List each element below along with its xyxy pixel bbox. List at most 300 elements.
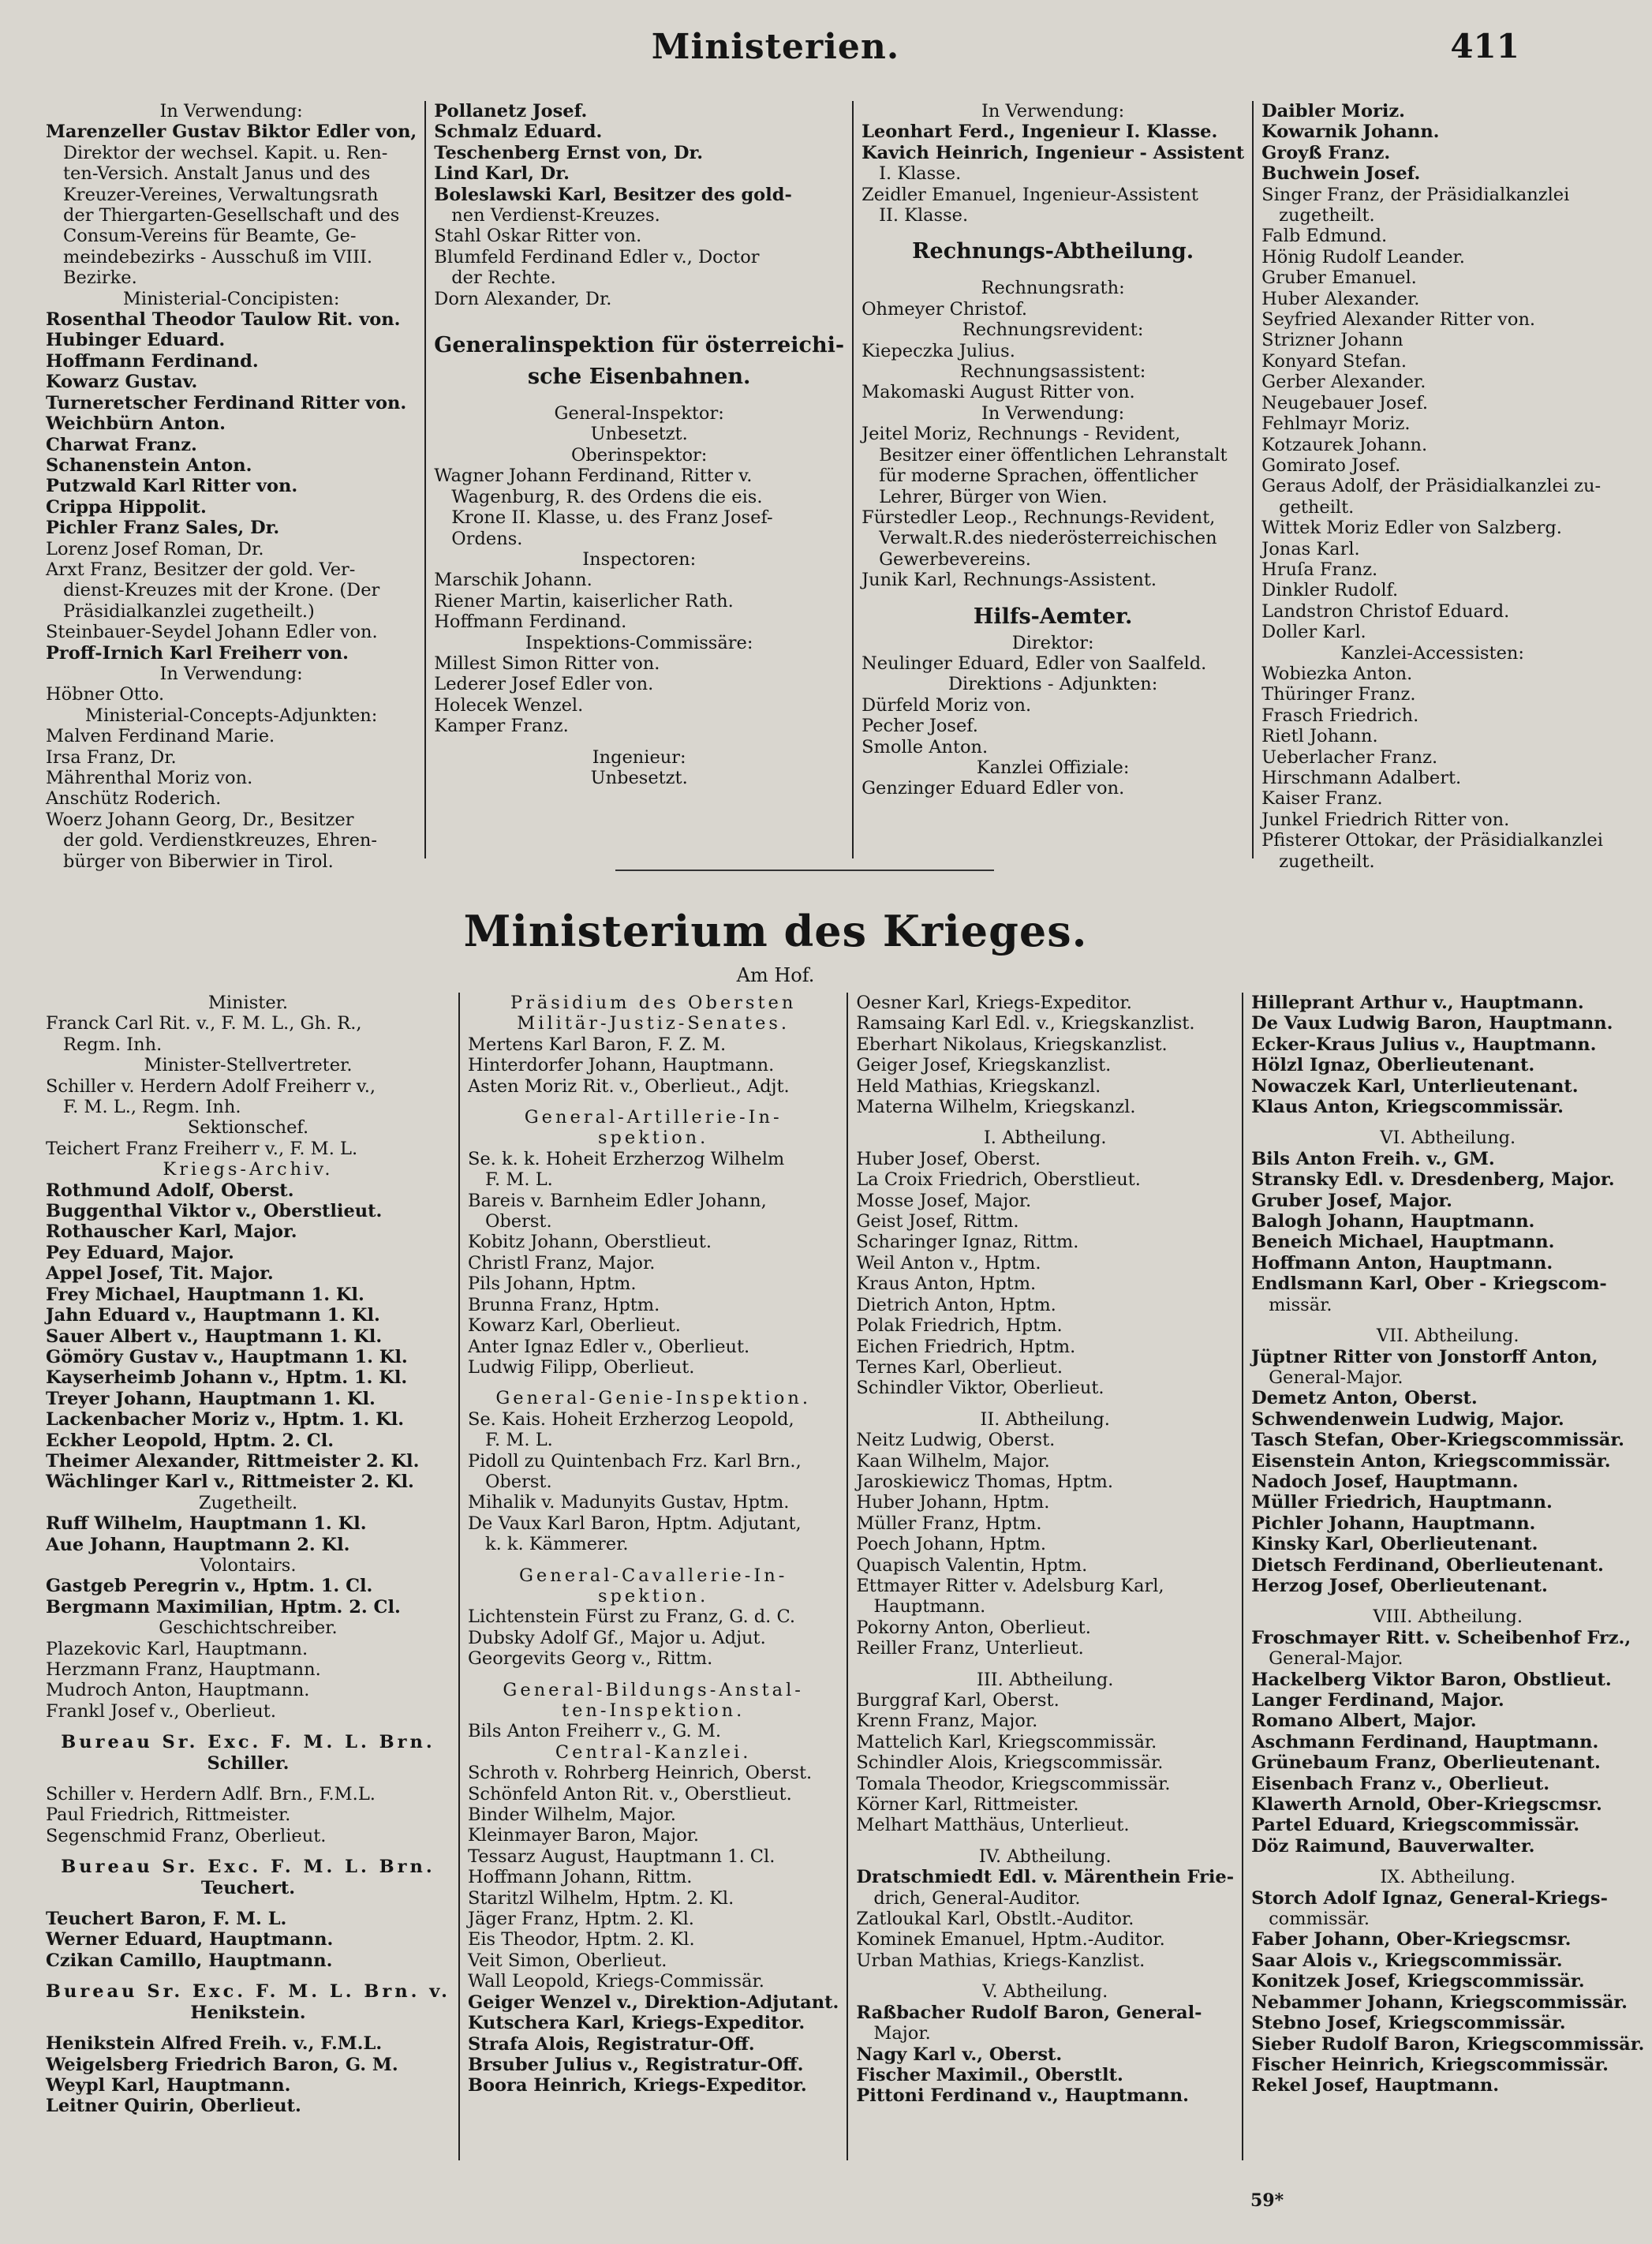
entry-line: Dietsch Ferdinand, Oberlieutenant. (1251, 1554, 1604, 1576)
entry-line: Ueberlacher Franz. (1261, 746, 1438, 768)
spacer (468, 1555, 839, 1565)
entry-line: Teichert Franz Freiherr v., F. M. L. (46, 1138, 358, 1159)
entry-line: Bareis v. Barnheim Edler Johann, (467, 1190, 767, 1211)
entry-line: Buchwein Josef. (1261, 163, 1421, 185)
entry-line: Pecher Josef. (862, 716, 978, 737)
section-heading: sche Eisenbahnen. (527, 365, 751, 390)
section-heading: General-Cavallerie-In- (518, 1565, 788, 1586)
entry-line: der Thiergarten-Gesellschaft und des (63, 205, 400, 226)
entry-line: Schiller v. Herdern Adlf. Brn., F.M.L. (46, 1784, 376, 1805)
entry-line: Kotzaurek Johann. (1261, 434, 1428, 455)
section-heading: III. Abtheilung. (977, 1669, 1114, 1690)
entry-line: Kowarz Karl, Oberlieut. (467, 1315, 681, 1337)
entry-line: Zatloukal Karl, Obstlt.-Auditor. (856, 1909, 1134, 1930)
entry-line: Oesner Karl, Kriegs-Expeditor. (856, 993, 1132, 1013)
entry-line: Schönfeld Anton Rit. v., Oberstlieut. (467, 1783, 792, 1805)
spacer (856, 1399, 1234, 1409)
entry-line: Turneretscher Ferdinand Ritter von. (46, 392, 407, 413)
entry-line: Schindler Alois, Kriegscommissär. (856, 1752, 1164, 1774)
entry-line: Jüptner Ritter von Jonstorff Anton, (1251, 1346, 1598, 1367)
entry-line: k. k. Kämmerer. (484, 1534, 629, 1555)
entry-line: Tomala Theodor, Kriegscommissär. (856, 1773, 1171, 1794)
entry-line: Saar Alois v., Kriegscommissär. (1251, 1950, 1563, 1971)
entry-line: Ettmayer Ritter v. Adelsburg Karl, (856, 1575, 1164, 1596)
entry-line: Kominek Emanuel, Hptm.-Auditor. (856, 1929, 1165, 1950)
section-heading: Ministerial-Concipisten: (122, 288, 340, 309)
entry-line: Jäger Franz, Hptm. 2. Kl. (467, 1909, 694, 1930)
entry-line: Gömöry Gustav v., Hauptmann 1. Kl. (46, 1346, 408, 1367)
entry-line: Boora Heinrich, Kriegs-Expeditor. (467, 2075, 807, 2096)
entry-line: Leonhart Ferd., Ingenieur I. Klasse. (862, 122, 1218, 143)
entry-line: Beneich Michael, Hauptmann. (1251, 1232, 1555, 1253)
entry-line: Neulinger Eduard, Edler von Saalfeld. (862, 653, 1207, 674)
entry-line: Binder Wilhelm, Major. (467, 1805, 676, 1826)
entry-line: Unbesetzt. (590, 767, 688, 788)
entry-line: Strizner Johann (1261, 330, 1403, 351)
section-heading: General-Inspektor: (554, 403, 724, 424)
entry-line: Schmalz Eduard. (434, 122, 603, 143)
entry-line: Gewerbevereins. (879, 548, 1031, 570)
lower-column-3 (847, 993, 1242, 2160)
entry-line: Georgevits Georg v., Rittm. (467, 1648, 713, 1670)
entry-line: Franck Carl Rit. v., F. M. L., Gh. R., (46, 1013, 362, 1034)
section-heading: Geschichtschreiber. (159, 1618, 338, 1639)
entry-line: Hackelberg Viktor Baron, Obstlieut. (1251, 1669, 1612, 1690)
entry-line: Mattelich Karl, Kriegscommissär. (856, 1731, 1157, 1752)
entry-line: ten-Versich. Anstalt Janus und des (63, 163, 371, 185)
entry-line: Oberst. (484, 1211, 552, 1232)
entry-line: Ordens. (451, 528, 523, 549)
entry-line: Geraus Adolf, der Präsidialkanzlei zu- (1261, 476, 1602, 497)
entry-line: Bils Anton Freih. v., GM. (1251, 1148, 1495, 1169)
entry-line: Weichbürn Anton. (46, 413, 226, 435)
entry-line: Ternes Karl, Oberlieut. (856, 1356, 1063, 1378)
entry-line: Kutschera Karl, Kriegs-Expeditor. (467, 2013, 805, 2034)
entry-line: meindebezirks - Ausschuß im VIII. (63, 246, 373, 267)
entry-line: Faber Johann, Ober-Kriegscmsr. (1251, 1929, 1572, 1950)
entry-line: Herzmann Franz, Hauptmann. (46, 1659, 321, 1680)
entry-line: Rekel Josef, Hauptmann. (1251, 2075, 1500, 2096)
entry-line: Reiller Franz, Unterlieut. (856, 1638, 1084, 1659)
entry-line: Nebammer Johann, Kriegscommissär. (1251, 1992, 1628, 2013)
entry-line: der Rechte. (451, 267, 556, 289)
section-heading: Central-Kanzlei. (555, 1741, 752, 1763)
entry-line: Se. k. k. Hoheit Erzherzog Wilhelm (467, 1148, 785, 1169)
entry-line: Eisenstein Anton, Kriegscommissär. (1251, 1450, 1611, 1472)
section-heading: Bureau Sr. Exc. F. M. L. Brn. (61, 1732, 435, 1753)
entry-line: Besitzer einer öffentlichen Lehranstalt (879, 444, 1228, 466)
entry-line: Burggraf Karl, Oberst. (856, 1690, 1060, 1711)
section-heading: Direktions - Adjunkten: (947, 674, 1158, 695)
entry-line: Mudroch Anton, Hauptmann. (46, 1680, 310, 1701)
entry-line: Kowarz Gustav. (46, 372, 198, 393)
entry-line: Woerz Johann Georg, Dr., Besitzer (46, 809, 354, 830)
section-heading: Kanzlei-Accessisten: (1340, 642, 1524, 664)
entry-line: Doller Karl. (1261, 622, 1366, 643)
entry-line: F. M. L. (484, 1169, 553, 1191)
entry-line: Stebno Josef, Kriegscommissär. (1251, 2013, 1566, 2034)
entry-line: Zeidler Emanuel, Ingenieur-Assistent (862, 184, 1198, 205)
entry-line: Lorenz Josef Roman, Dr. (46, 538, 264, 559)
entry-line: Lackenbacher Moriz v., Hptm. 1. Kl. (46, 1409, 405, 1431)
entry-line: Eichen Friedrich, Hptm. (856, 1336, 1076, 1357)
entry-line: Frankl Josef v., Oberlieut. (46, 1700, 276, 1722)
section-heading: Zugetheilt. (198, 1492, 298, 1513)
section-heading: General-Genie-Inspektion. (495, 1388, 811, 1409)
entry-line: Wagenburg, R. des Ordens die eis. (451, 486, 763, 507)
entry-line: Unbesetzt. (590, 424, 688, 445)
entry-line: missär. (1269, 1294, 1332, 1315)
entry-line: Asten Moriz Rit. v., Oberlieut., Adjt. (467, 1075, 790, 1097)
entry-line: Verwalt.R.des niederösterreichischen (879, 528, 1217, 549)
spacer (862, 226, 1244, 236)
entry-line: Konyard Stefan. (1261, 350, 1407, 372)
entry-line: Mosse Josef, Major. (856, 1190, 1032, 1211)
entry-line: Blumfeld Ferdinand Edler v., Doctor (434, 246, 760, 267)
entry-line: Bergmann Maximilian, Hptm. 2. Cl. (46, 1596, 401, 1618)
section-heading: General-Artillerie-In- (524, 1107, 783, 1128)
section-heading: In Verwendung: (159, 663, 303, 684)
entry-line: Pey Eduard, Major. (46, 1242, 234, 1263)
entry-line: Stahl Oskar Ritter von. (434, 226, 642, 247)
upper-column-4 (1252, 101, 1611, 872)
section-heading: Bureau Sr. Exc. F. M. L. Brn. (61, 1857, 435, 1878)
spacer (46, 1774, 450, 1784)
upper-column-2 (424, 101, 852, 858)
entry-line: Aschmann Ferdinand, Hauptmann. (1251, 1731, 1599, 1752)
entry-line: Geiger Josef, Kriegskanzlist. (856, 1055, 1112, 1076)
section-heading: Rechnungs-Abtheilung. (912, 239, 1194, 264)
entry-line: Körner Karl, Rittmeister. (856, 1794, 1079, 1816)
entry-line: Lichtenstein Fürst zu Franz, G. d. C. (467, 1606, 796, 1628)
entry-line: bürger von Biberwier in Tirol. (63, 851, 334, 872)
entry-line: Nadoch Josef, Hauptmann. (1251, 1471, 1519, 1492)
entry-line: Pidoll zu Quintenbach Frz. Karl Brn., (467, 1450, 802, 1472)
section-heading: Inspektions-Commissäre: (525, 632, 753, 653)
entry-line: Romano Albert, Major. (1251, 1711, 1477, 1732)
lower-column-4 (1242, 993, 1652, 2160)
upper-column-3 (852, 101, 1252, 858)
entry-line: Hoffmann Johann, Rittm. (467, 1867, 693, 1888)
spacer (46, 1846, 450, 1857)
entry-line: Kowarnik Johann. (1261, 122, 1440, 143)
entry-line: Werner Eduard, Hauptmann. (46, 1929, 334, 1950)
section-heading: General-Bildungs-Anstal- (503, 1679, 804, 1700)
entry-line: Held Mathias, Kriegskanzl. (856, 1075, 1101, 1097)
entry-line: Brsuber Julius v., Registratur-Off. (467, 2054, 804, 2075)
entry-line: Henikstein Alfred Freih. v., F.M.L. (46, 2033, 383, 2055)
entry-line: Hoffmann Ferdinand. (46, 350, 259, 372)
entry-line: Krenn Franz, Major. (856, 1711, 1038, 1732)
entry-line: Hauptmann. (873, 1596, 986, 1618)
page-number: 411 (1450, 27, 1519, 65)
spacer (856, 1971, 1234, 1981)
section-heading: Minister-Stellvertreter. (144, 1055, 353, 1076)
entry-line: Regm. Inh. (63, 1034, 163, 1055)
spacer (46, 1722, 450, 1732)
entry-line: Smolle Anton. (862, 736, 989, 757)
section-heading: Teuchert. (200, 1877, 296, 1898)
entry-line: Konitzek Josef, Kriegscommissär. (1251, 1971, 1585, 1992)
section-heading: In Verwendung: (159, 101, 303, 122)
section-heading: Minister. (207, 993, 289, 1013)
entry-line: Lederer Josef Edler von. (434, 674, 654, 695)
entry-line: zugetheilt. (1279, 205, 1375, 226)
spacer (856, 1659, 1234, 1670)
entry-line: Christl Franz, Major. (467, 1252, 656, 1273)
section-heading: Oberinspektor: (570, 444, 708, 466)
entry-line: Ecker-Kraus Julius v., Hauptmann. (1251, 1034, 1597, 1055)
entry-line: Herzog Josef, Oberlieutenant. (1251, 1575, 1548, 1596)
spacer (46, 1898, 450, 1909)
entry-line: Anter Ignaz Edler v., Oberlieut. (467, 1336, 750, 1357)
entry-line: Landstron Christof Eduard. (1261, 600, 1510, 622)
entry-line: Gerber Alexander. (1261, 372, 1426, 393)
spacer (434, 393, 844, 403)
entry-line: Gruber Josef, Major. (1251, 1190, 1452, 1211)
entry-line: Hölzl Ignaz, Oberlieutenant. (1251, 1055, 1535, 1076)
lower-columns (46, 993, 1645, 2160)
entry-line: Wittek Moriz Edler von Salzberg. (1261, 518, 1562, 539)
entry-line: Nowaczek Karl, Unterlieutenant. (1251, 1075, 1579, 1097)
entry-line: Groyß Franz. (1261, 142, 1391, 163)
entry-line: Makomaski August Ritter von. (862, 382, 1135, 403)
entry-line: Kavich Heinrich, Ingenieur - Assistent (862, 142, 1245, 163)
entry-line: Rothmund Adolf, Oberst. (46, 1180, 294, 1201)
section-heading: V. Abtheilung. (982, 1981, 1108, 2003)
entry-line: Polak Friedrich, Hptm. (856, 1315, 1063, 1337)
section-heading: IV. Abtheilung. (978, 1846, 1112, 1867)
entry-line: Consum-Vereins für Beamte, Ge- (63, 226, 357, 247)
spacer (468, 1378, 839, 1388)
entry-line: Ludwig Filipp, Oberlieut. (467, 1356, 695, 1378)
entry-line: Pittoni Ferdinand v., Hauptmann. (856, 2085, 1189, 2107)
spacer (1251, 1117, 1644, 1128)
entry-line: Seyfried Alexander Ritter von. (1261, 309, 1536, 331)
entry-line: Theimer Alexander, Rittmeister 2. Kl. (46, 1450, 420, 1472)
entry-line: Partel Eduard, Kriegscommissär. (1251, 1815, 1580, 1836)
entry-line: Ruff Wilhelm, Hauptmann 1. Kl. (46, 1513, 367, 1535)
entry-line: Holecek Wenzel. (434, 694, 584, 716)
entry-line: Falb Edmund. (1261, 226, 1388, 247)
entry-line: Junik Karl, Rechnungs-Assistent. (862, 570, 1157, 591)
entry-line: Geiger Wenzel v., Direktion-Adjutant. (467, 1992, 839, 2013)
entry-line: Pils Johann, Hptm. (467, 1273, 637, 1295)
spacer (468, 1097, 839, 1107)
section-heading: Rechnungsassistent: (959, 361, 1146, 383)
entry-line: General-Major. (1269, 1648, 1403, 1670)
entry-line: Millest Simon Ritter von. (434, 653, 660, 674)
section-heading: Hilfs-Aemter. (973, 604, 1133, 629)
entry-line: Raßbacher Rudolf Baron, General- (856, 2002, 1202, 2023)
section-heading: Sektionschef. (187, 1117, 309, 1139)
entry-line: Hubinger Eduard. (46, 330, 226, 351)
spacer (434, 309, 844, 320)
entry-line: Neugebauer Josef. (1261, 392, 1429, 413)
entry-line: Schanenstein Anton. (46, 454, 252, 476)
entry-line: Huber Johann, Hptm. (856, 1492, 1050, 1513)
section-heading: IX. Abtheilung. (1380, 1867, 1516, 1888)
entry-line: Pollanetz Josef. (434, 101, 588, 122)
entry-line: Dratschmiedt Edl. v. Märenthein Frie- (856, 1867, 1235, 1888)
entry-line: Anschütz Roderich. (46, 788, 222, 810)
spacer (46, 2023, 450, 2033)
entry-line: Daibler Moriz. (1261, 101, 1406, 122)
entry-line: De Vaux Ludwig Baron, Hauptmann. (1251, 1013, 1613, 1034)
section-subtitle: Am Hof. (736, 964, 815, 986)
entry-line: Staritzl Wilhelm, Hptm. 2. Kl. (467, 1887, 734, 1909)
entry-line: Pichler Franz Sales, Dr. (46, 518, 280, 539)
entry-line: Weypl Karl, Hauptmann. (46, 2074, 291, 2096)
entry-line: Klaus Anton, Kriegscommissär. (1251, 1097, 1564, 1118)
upper-column-1 (46, 101, 424, 872)
section-heading: Henikstein. (190, 2002, 306, 2023)
entry-line: Bezirke. (63, 267, 137, 289)
entry-line: Wobiezka Anton. (1261, 663, 1413, 684)
entry-line: Kiepeczka Julius. (862, 340, 1015, 361)
entry-line: Appel Josef, Tit. Major. (46, 1263, 274, 1285)
entry-line: Demetz Anton, Oberst. (1251, 1388, 1478, 1409)
section-heading: II. Abtheilung. (980, 1408, 1110, 1430)
lower-column-2 (458, 993, 847, 2160)
signature-mark: 59* (1250, 2190, 1284, 2211)
entry-line: Charwat Franz. (46, 434, 197, 455)
entry-line: Gruber Emanuel. (1261, 267, 1417, 289)
entry-line: Lind Karl, Dr. (434, 163, 570, 185)
entry-line: Wagner Johann Ferdinand, Ritter v. (434, 466, 753, 487)
entry-line: F. M. L. (484, 1430, 553, 1451)
entry-line: Eisenbach Franz v., Oberlieut. (1251, 1773, 1550, 1794)
running-head (0, 27, 1551, 74)
entry-line: Kreuzer-Vereines, Verwaltungsrath (63, 184, 379, 205)
entry-line: Kayserheimb Johann v., Hptm. 1. Kl. (46, 1367, 408, 1389)
entry-line: Fischer Heinrich, Kriegscommissär. (1251, 2054, 1609, 2075)
section-heading: VII. Abtheilung. (1376, 1326, 1519, 1347)
entry-line: Endlsmann Karl, Ober - Kriegscom- (1251, 1273, 1607, 1295)
entry-line: Hoffmann Anton, Hauptmann. (1251, 1252, 1553, 1273)
spacer (1251, 1315, 1644, 1326)
section-heading: Kanzlei Offiziale: (976, 757, 1130, 778)
entry-line: Segenschmid Franz, Oberlieut. (46, 1825, 327, 1846)
entry-line: dienst-Kreuzes mit der Krone. (Der (63, 580, 380, 601)
entry-line: II. Klasse. (879, 205, 969, 226)
entry-line: Melhart Matthäus, Unterlieut. (856, 1815, 1130, 1836)
entry-line: getheilt. (1279, 496, 1355, 518)
entry-line: Pfisterer Ottokar, der Präsidialkanzlei (1261, 830, 1603, 851)
entry-line: Ohmeyer Christof. (862, 298, 1028, 320)
entry-line: Fürstedler Leop., Rechnungs-Revident, (862, 507, 1216, 528)
entry-line: zugetheilt. (1279, 851, 1375, 872)
entry-line: der gold. Verdienstkreuzes, Ehren- (63, 830, 378, 851)
entry-line: Dietrich Anton, Hptm. (856, 1294, 1056, 1315)
entry-line: Poech Johann, Hptm. (856, 1534, 1047, 1555)
entry-line: Fehlmayr Moriz. (1261, 413, 1411, 435)
entry-line: Major. (873, 2023, 931, 2044)
entry-line: Froschmayer Ritt. v. Scheibenhof Frz., (1251, 1627, 1631, 1648)
section-heading: VI. Abtheilung. (1380, 1128, 1516, 1149)
section-heading: In Verwendung: (981, 101, 1125, 122)
entry-line: Czikan Camillo, Hauptmann. (46, 1950, 333, 1971)
entry-line: Eckher Leopold, Hptm. 2. Cl. (46, 1430, 335, 1451)
entry-line: Crippa Hippolit. (46, 496, 207, 518)
section-heading: Rechnungsrevident: (962, 320, 1144, 341)
entry-line: Pichler Johann, Hauptmann. (1251, 1513, 1536, 1534)
entry-line: Kamper Franz. (434, 716, 569, 737)
entry-line: Jeitel Moriz, Rechnungs - Revident, (862, 424, 1181, 445)
entry-line: Langer Ferdinand, Major. (1251, 1690, 1504, 1711)
section-heading: Ministerial-Concepts-Adjunkten: (84, 705, 378, 726)
entry-line: commissär. (1269, 1909, 1370, 1930)
entry-line: Hoffmann Ferdinand. (434, 611, 627, 633)
section-heading: I. Abtheilung. (983, 1128, 1107, 1149)
entry-line: Frey Michael, Hauptmann 1. Kl. (46, 1284, 364, 1305)
section-heading: Rechnungsrath: (981, 278, 1125, 299)
spacer (856, 1836, 1234, 1846)
entry-line: Hruſa Franz. (1261, 559, 1378, 580)
entry-line: Tasch Stefan, Ober-Kriegscommissär. (1251, 1430, 1624, 1451)
spacer (434, 320, 844, 330)
section-heading: spektion. (597, 1128, 709, 1149)
section-heading: Kriegs-Archiv. (163, 1159, 334, 1180)
entry-line: drich, General-Auditor. (873, 1887, 1081, 1909)
entry-line: Plazekovic Karl, Hauptmann. (46, 1638, 308, 1659)
entry-line: Aue Johann, Hauptmann 2. Kl. (46, 1534, 350, 1555)
entry-line: Schindler Viktor, Oberlieut. (856, 1378, 1104, 1399)
entry-line: Müller Friedrich, Hauptmann. (1251, 1492, 1553, 1513)
section-heading: Schiller. (207, 1752, 290, 1774)
lower-column-1 (46, 993, 458, 2160)
entry-line: Putzwald Karl Ritter von. (46, 476, 298, 497)
entry-line: Urban Mathias, Kriegs-Kanzlist. (856, 1950, 1146, 1971)
entry-line: Rietl Johann. (1261, 726, 1378, 747)
entry-line: Dubsky Adolf Gf., Major u. Adjut. (467, 1627, 766, 1648)
entry-line: Leitner Quirin, Oberlieut. (46, 2096, 301, 2117)
entry-line: Dürfeld Moriz von. (862, 694, 1032, 716)
section-divider (615, 870, 994, 871)
upper-columns (46, 101, 1603, 872)
entry-line: Singer Franz, der Präsidialkanzlei (1261, 184, 1570, 205)
spacer (1251, 1857, 1644, 1867)
entry-line: Döz Raimund, Bauverwalter. (1251, 1835, 1535, 1857)
entry-line: Rosenthal Theodor Taulow Rit. von. (46, 309, 401, 331)
entry-line: Wall Leopold, Kriegs-Commissär. (467, 1971, 764, 1992)
entry-line: Proff-Irnich Karl Freiherr von. (46, 642, 349, 664)
spacer (46, 1971, 450, 1981)
entry-line: General-Major. (1269, 1367, 1403, 1388)
entry-line: Bils Anton Freiherr v., G. M. (467, 1721, 722, 1742)
entry-line: Teschenberg Ernst von, Dr. (434, 142, 704, 163)
running-title: Ministerien. (651, 27, 900, 67)
entry-line: Direktor der wechsel. Kapit. u. Ren- (63, 142, 388, 163)
entry-line: Schiller v. Herdern Adolf Freiherr v., (46, 1075, 376, 1097)
section-heading: VIII. Abtheilung. (1373, 1606, 1523, 1628)
spacer (862, 591, 1244, 601)
spacer (1251, 1596, 1644, 1606)
section-heading: spektion. (597, 1585, 709, 1606)
entry-line: Steinbauer-Seydel Johann Edler von. (46, 622, 378, 643)
entry-line: La Croix Friedrich, Oberstlieut. (856, 1169, 1141, 1191)
section-heading: Bureau Sr. Exc. F. M. L. Brn. v. (46, 1981, 450, 2003)
entry-line: Mihalik v. Madunyits Gustav, Hptm. (467, 1492, 790, 1513)
entry-line: Se. Kais. Hoheit Erzherzog Leopold, (467, 1408, 794, 1430)
entry-line: Genzinger Eduard Edler von. (862, 778, 1125, 799)
entry-line: F. M. L., Regm. Inh. (63, 1097, 241, 1118)
entry-line: Eis Theodor, Hptm. 2. Kl. (467, 1929, 695, 1950)
entry-line: Materna Wilhelm, Kriegskanzl. (856, 1097, 1136, 1118)
entry-line: Marschik Johann. (434, 570, 592, 591)
entry-line: Quapisch Valentin, Hptm. (856, 1554, 1088, 1576)
entry-line: nen Verdienst-Kreuzes. (451, 205, 660, 226)
